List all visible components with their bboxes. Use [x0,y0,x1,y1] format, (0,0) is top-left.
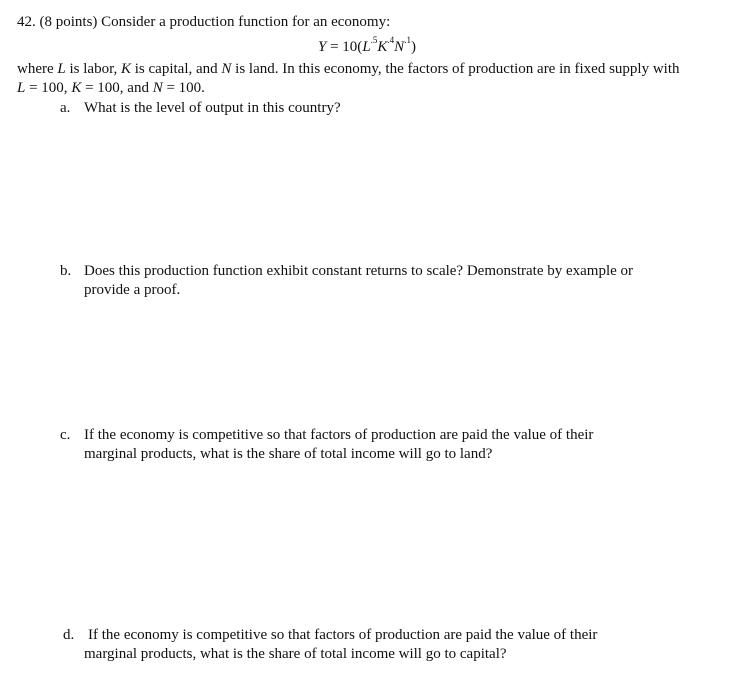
desc-text: = 100. [162,80,205,96]
part-d-label: d. [63,627,75,643]
question-description-line1 [17,60,680,78]
formula-equals: = 10( [326,39,363,55]
desc-text: = 100, [25,80,72,96]
part-d-text-line1: If the economy is competitive so that factors of production are paid the value of their [88,627,598,643]
desc-text: is labor, [65,61,121,77]
desc-var-labor: L [17,80,26,96]
formula-labor-var: L [362,39,371,55]
part-a-text-line1: What is the level of output in this country? [84,100,341,116]
desc-text: = 100, and [81,80,153,96]
formula-capital-exponent: .4 [387,35,395,45]
formula-output-var: Y [318,39,327,55]
part-a-label: a. [60,100,71,116]
formula-land-exponent: .1 [404,35,411,45]
formula-close-paren: ) [410,39,416,55]
question-header: 42. (8 points) Consider a production function for an economy: [17,14,391,30]
desc-var-labor: L [57,61,66,77]
desc-var-capital: K [71,80,82,96]
part-b-text-line2: provide a proof. [84,282,181,298]
desc-text: where [17,61,58,77]
desc-text: is land. In this economy, the factors of production are in fixed supply with [231,61,680,77]
part-d-text-line2: marginal products, what is the share of total income will go to capital? [84,646,507,662]
formula-land-var: N [394,39,405,55]
part-b-text-line1: Does this production function exhibit constant returns to scale? Demonstrate by example or [84,263,634,279]
production-formula [318,35,416,56]
part-b-label: b. [60,263,72,279]
formula-capital-var: K [377,39,388,55]
desc-var-land: N [221,61,232,77]
question-description-line2 [17,79,205,97]
part-c-text-line1: If the economy is competitive so that factors of production are paid the value of their [84,427,594,443]
part-c-label: c. [60,427,71,443]
desc-var-capital: K [120,61,131,77]
part-c-text-line2: marginal products, what is the share of total income will go to land? [84,446,493,462]
desc-text: is capital, and [131,61,222,77]
formula-labor-exponent: .5 [370,35,378,45]
desc-var-land: N [152,80,163,96]
